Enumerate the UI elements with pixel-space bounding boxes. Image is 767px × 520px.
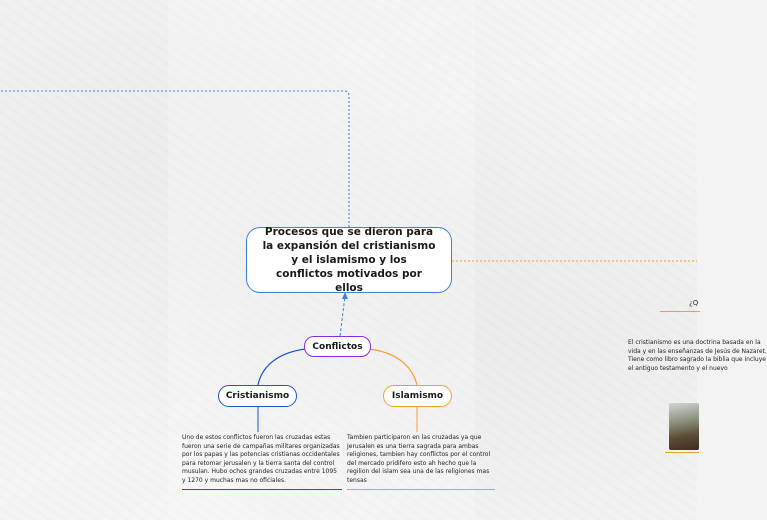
central-topic-node[interactable] <box>246 227 452 293</box>
cristianismo-note[interactable]: Uno de estos conflictos fueron las cruzadas estas fueron una serie de campañas militares organizadas por los papas y las potencias cristianas occidentales para retomar jerusalen y la tierra santa del control musulan. Hubo ochos grandes cruzadas entre 1095 y 1270 y muchas mas no oficiales. <box>182 434 342 490</box>
right-branch-label[interactable]: ¿Q <box>689 299 699 307</box>
central-topic-text: Procesos que se dieron para la expansión del cristianismo y el islamismo y los conflictos motivados por ellos <box>262 226 436 294</box>
conflictos-label: Conflictos <box>312 341 363 352</box>
link-conflictos-to-islamismo <box>369 349 417 385</box>
painting-thumbnail-image[interactable] <box>669 403 699 450</box>
islamismo-node[interactable] <box>383 385 452 407</box>
right-branch-underline <box>660 311 700 312</box>
cristianismo-label: Cristianismo <box>225 391 290 401</box>
conflictos-node[interactable] <box>304 336 371 357</box>
link-conflictos-to-central <box>340 296 345 336</box>
islamismo-label: Islamismo <box>391 391 444 401</box>
link-conflictos-to-cristianismo <box>258 349 306 385</box>
link-central-to-topleft <box>0 91 349 227</box>
right-branch-note[interactable]: El cristianismo es una doctrina basada en la vida y en las enseñanzas de Jesús de Nazaret. Tiene como libro sagrado la biblia que incluye el antiguo testamento y el nuevo <box>628 339 767 372</box>
thumbnail-underline <box>665 452 699 453</box>
cristianismo-node[interactable] <box>218 385 297 407</box>
islamismo-note[interactable]: Tambien participaron en las cruzadas ya que Jerusalen es una tierra sagrada para ambas religiones, tambien hay conflictos por el control del mercado pridifero esto ah hecho que la regilion del islam sea una de las religiones mas tensas <box>347 434 495 490</box>
